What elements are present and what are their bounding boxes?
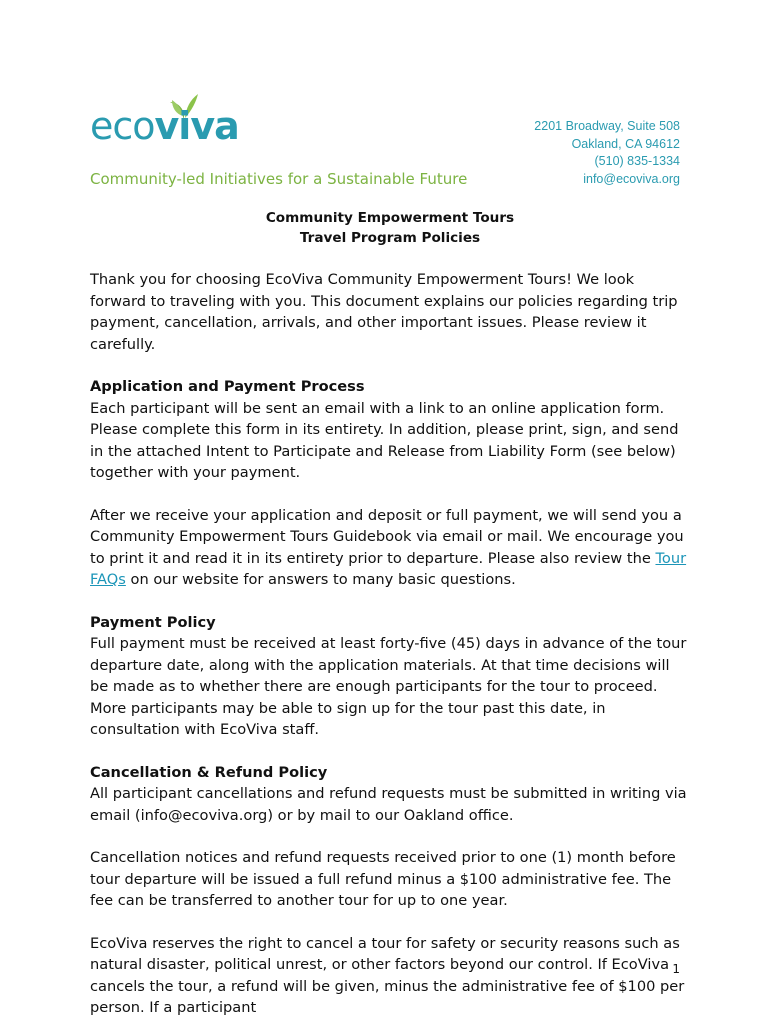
section-heading-application: Application and Payment Process bbox=[90, 378, 365, 395]
document-body bbox=[90, 208, 690, 1019]
section-heading-cancellation: Cancellation & Refund Policy bbox=[90, 763, 328, 781]
letterhead bbox=[0, 0, 770, 200]
application-paragraph-2 bbox=[90, 505, 690, 591]
payment-paragraph-1: Full payment must be received at least forty-five (45) days in advance of the tour departure date, along with the application materials. At that time decisions will be made as to whether there are enough participants for the tour to proceed. More participants may be able to sign up for the tour past this date, in consultation with EcoViva staff. bbox=[90, 635, 687, 738]
logo-viva: viva bbox=[154, 104, 239, 148]
cancellation-paragraph-3: EcoViva reserves the right to cancel a tour for safety or security reasons such as natural disaster, political unrest, or other factors beyond our control. If EcoViva cancels the tour, a refund will be given, minus the administrative fee of $100 per person. If a participant bbox=[90, 934, 685, 1016]
logo-eco: eco bbox=[90, 104, 155, 148]
section-heading-payment: Payment Policy bbox=[90, 613, 216, 631]
email-address: info@ecoviva.org bbox=[583, 171, 680, 186]
cancellation-paragraph-2: Cancellation notices and refund requests received prior to one (1) month before tour departure will be issued a full refund minus a $100 administrative fee. The fee can be transferred to another tour for up to one year. bbox=[90, 849, 676, 909]
title-line-2: Travel Program Policies bbox=[299, 230, 481, 246]
page-number: 1 bbox=[672, 962, 680, 976]
application-p2-text-after: on our website for answers to many basic questions. bbox=[125, 571, 516, 588]
ecoviva-logo bbox=[90, 92, 250, 150]
address-line: Oakland, CA 94612 bbox=[571, 136, 680, 151]
tagline: Community-led Initiatives for a Sustainable Future bbox=[90, 170, 468, 188]
phone-number: (510) 835-1334 bbox=[594, 154, 680, 168]
title-line-1: Community Empowerment Tours bbox=[265, 210, 515, 226]
contact-address bbox=[534, 118, 680, 188]
cancellation-paragraph-1: All participant cancellations and refund requests must be submitted in writing via email (info@ecoviva.org) or by mail to our Oakland office. bbox=[90, 785, 687, 824]
address-line: 2201 Broadway, Suite 508 bbox=[534, 119, 680, 133]
application-paragraph-1: Each participant will be sent an email with a link to an online application form. Please complete this form in its entirety. In addition, please print, sign, and send in the attached Intent to Participate and Release from Liability Form (see below) together with your payment. bbox=[90, 399, 679, 481]
document-title bbox=[90, 208, 690, 248]
application-p2-text-before: After we receive your application and deposit or full payment, we will send you a Community Empowerment Tours Guidebook via email or mail. We encourage you to print it and read it in its entirety prior to departure. Please also review the bbox=[90, 506, 684, 567]
tour-faqs-link[interactable]: Tour FAQs bbox=[90, 549, 687, 588]
logo-wordmark bbox=[90, 104, 239, 148]
intro-paragraph: Thank you for choosing EcoViva Community Empowerment Tours! We look forward to traveling with you. This document explains our policies regarding trip payment, cancellation, arrivals, and other important issues. Please review it carefully. bbox=[90, 271, 678, 353]
